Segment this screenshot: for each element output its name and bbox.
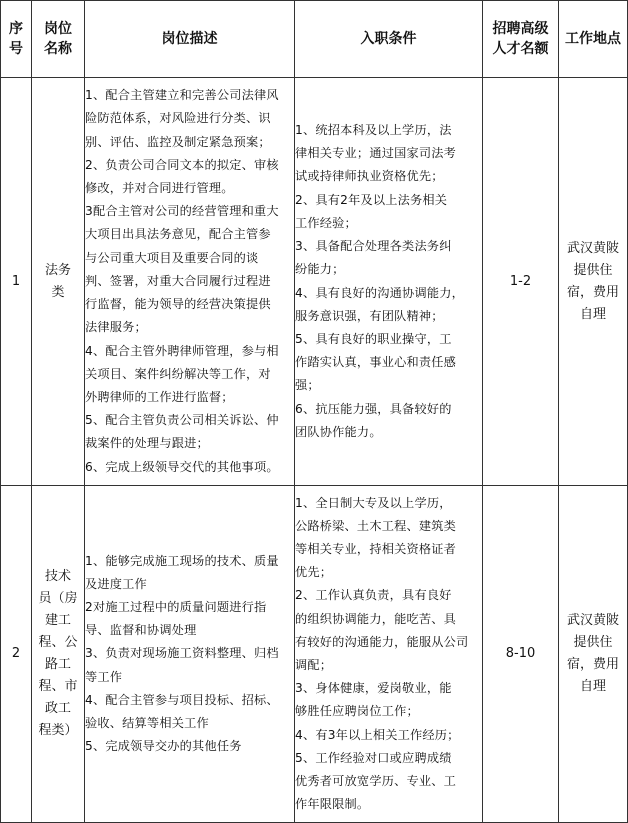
header-position-line: 岗位: [44, 21, 72, 37]
requirement-line: 工作经验；: [295, 215, 357, 230]
header-position: [32, 1, 85, 78]
requirement-line: 3、身体健康，爱岗敬业，能: [295, 681, 452, 696]
requirement-line: 调配；: [295, 658, 333, 672]
description-line: 2对施工过程中的质量问题进行指: [85, 599, 267, 614]
requirement-line: 公路桥梁、土木工程、建筑类: [295, 518, 457, 533]
location-line: 提供住: [573, 262, 613, 278]
position-line: 政工: [44, 701, 71, 716]
description-line: 2、负责公司合同文本的拟定、审核: [85, 157, 279, 172]
description-line: 导、监督和协调处理: [85, 623, 197, 638]
header-seq: [1, 1, 32, 78]
description-line: 等工作: [85, 669, 123, 684]
description-line: 验收、结算等相关工作: [85, 716, 209, 730]
description-line: 别、评估、监控及制定紧急预案；: [85, 134, 271, 149]
position-line: 程、公: [38, 635, 78, 650]
requirement-line: 2、具有2年及以上法务相关: [295, 192, 448, 207]
requirement-line: 纷能力；: [295, 262, 345, 277]
description-line: 法律服务；: [85, 320, 147, 335]
requirement-line: 等相关专业，持相关资格证者: [295, 541, 457, 556]
description-line: 及进度工作: [85, 576, 147, 591]
position-line: 技术: [44, 569, 71, 584]
row-seq: 1: [1, 78, 32, 486]
header-row: [1, 1, 628, 78]
row-description: [85, 78, 295, 486]
requirement-line: 服务意识强，有团队精神；: [295, 308, 444, 323]
position-line: 路工: [44, 657, 71, 672]
position-line: 程、市: [38, 679, 78, 694]
requirement-line: 作年限限制。: [295, 797, 370, 812]
requirement-line: 团队协作能力。: [295, 424, 382, 439]
header-seq-line: 序: [9, 21, 23, 37]
location-line: 自理: [579, 306, 606, 322]
requirement-line: 2、工作认真负责，具有良好: [295, 588, 452, 603]
location-line: 宿，费用: [566, 657, 619, 672]
requirement-line: 4、有3年以上相关工作经历；: [295, 727, 460, 742]
description-line: 5、配合主管负责公司相关诉讼、仲: [85, 413, 279, 428]
row-location: [559, 486, 628, 823]
header-seq-line: 号: [9, 41, 23, 57]
description-line: 5、完成领导交办的其他任务: [85, 739, 242, 754]
requirement-line: 优秀者可放宽学历、专业、工: [295, 774, 457, 789]
description-line: 3、负责对现场施工资料整理、归档: [85, 646, 279, 661]
table-row: [1, 78, 628, 486]
requirement-line: 1、统招本科及以上学历，法: [295, 123, 452, 138]
requirement-line: 5、工作经验对口或应聘成绩: [295, 750, 452, 765]
description-line: 修改，并对合同进行管理。: [85, 181, 234, 196]
row-headcount: 8-10: [483, 486, 559, 823]
header-headcount-line: 招聘高级: [492, 21, 549, 37]
header-headcount: [483, 1, 559, 78]
description-line: 裁案件的处理与跟进；: [85, 436, 209, 451]
row-position: [32, 78, 85, 486]
requirement-line: 4、具有良好的沟通协调能力，: [295, 285, 464, 300]
header-requirements: 入职条件: [295, 1, 483, 78]
description-line: 外聘律师的工作进行监督；: [85, 389, 234, 404]
requirement-line: 5、具有良好的职业操守，工: [295, 331, 452, 346]
row-seq: 2: [1, 486, 32, 823]
header-description: 岗位描述: [85, 1, 295, 78]
requirement-line: 的组织协调能力，能吃苦、具: [295, 611, 457, 626]
description-line: 4、配合主管外聘律师管理，参与相: [85, 343, 279, 358]
row-headcount: 1-2: [483, 78, 559, 486]
requirement-line: 6、抗压能力强，具备较好的: [295, 401, 452, 416]
header-position-line: 名称: [44, 41, 72, 57]
description-line: 4、配合主管参与项目投标、招标、: [85, 692, 279, 707]
description-line: 行监督，能为领导的经营决策提供: [85, 297, 271, 312]
description-line: 与公司重大项目及重要合同的谈: [85, 250, 259, 265]
row-requirements: [295, 78, 483, 486]
position-line: 员（房: [38, 591, 78, 606]
position-line: 法务: [44, 262, 71, 278]
location-line: 武汉黄陂: [566, 613, 619, 628]
position-line: 建工: [44, 613, 71, 628]
position-line: 程类）: [38, 723, 78, 738]
description-line: 判、签署，对重大合同履行过程进: [85, 273, 271, 288]
row-position: [32, 486, 85, 823]
row-description: [85, 486, 295, 823]
location-line: 宿，费用: [566, 284, 619, 300]
description-line: 6、完成上级领导交代的其他事项。: [85, 459, 279, 474]
row-location: [559, 78, 628, 486]
requirement-line: 强；: [295, 378, 320, 393]
description-line: 大项目出具法务意见，配合主管参: [85, 227, 271, 242]
requirement-line: 律相关专业；通过国家司法考: [295, 146, 457, 161]
requirement-line: 1、全日制大专及以上学历，: [295, 495, 452, 510]
header-location: 工作地点: [559, 1, 628, 78]
description-line: 1、配合主管建立和完善公司法律风: [85, 88, 279, 103]
location-line: 武汉黄陂: [566, 240, 619, 256]
location-line: 提供住: [573, 635, 613, 650]
header-headcount-line: 人才名额: [492, 41, 549, 57]
position-line: 类: [51, 284, 65, 300]
requirement-line: 够胜任应聘岗位工作；: [295, 704, 419, 719]
location-line: 自理: [579, 679, 606, 694]
requirement-line: 试或持律师执业资格优先；: [295, 169, 444, 184]
description-line: 关项目、案件纠纷解决等工作，对: [85, 366, 271, 381]
description-line: 3配合主管对公司的经营管理和重大: [85, 204, 279, 219]
requirement-line: 3、具备配合处理各类法务纠: [295, 239, 452, 254]
row-requirements: [295, 486, 483, 823]
requirement-line: 作踏实认真，事业心和责任感: [295, 355, 457, 370]
description-line: 1、能够完成施工现场的技术、质量: [85, 553, 279, 568]
description-line: 险防范体系，对风险进行分类、识: [85, 111, 271, 126]
requirement-line: 有较好的沟通能力，能服从公司: [295, 634, 469, 649]
table-row: [1, 486, 628, 823]
requirement-line: 优先；: [295, 565, 333, 580]
